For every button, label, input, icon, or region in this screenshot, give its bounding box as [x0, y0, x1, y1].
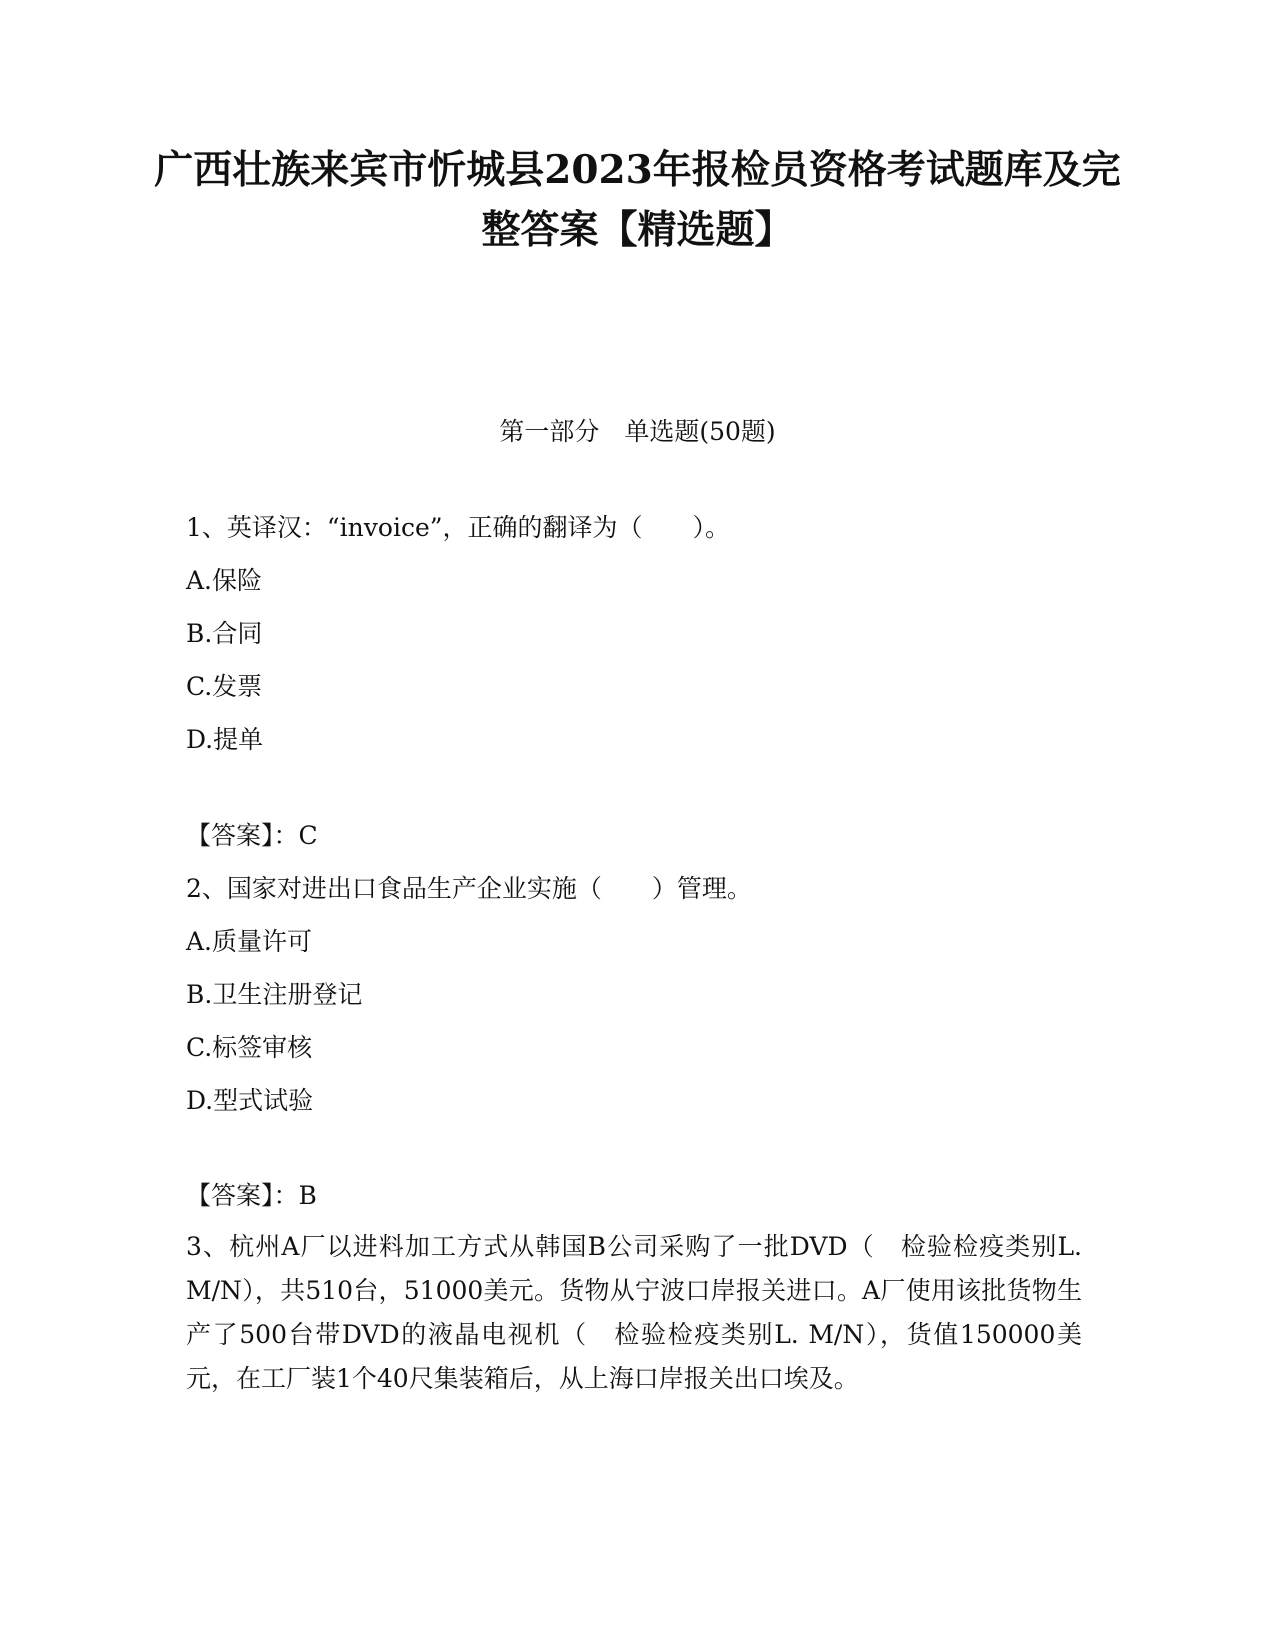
question-1-stem: 1、英译汉：“invoice”，正确的翻译为（ ）。: [186, 513, 731, 542]
question-2-option-c: C.标签审核: [186, 1033, 313, 1062]
question-3-stem: 3、杭州A厂以进料加工方式从韩国B公司采购了一批DVD（ 检验检疫类别L. M/N），共510台，51000美元。货物从宁波口岸报关进口。A厂使用该批货物生产了500台带DVD的液晶电视机（ 检验检疫类别L. M/N），货值150000美元，在工厂装1个40尺集装箱后，从上海口岸报关出口埃及。: [186, 1232, 1082, 1393]
question-1-option-d: D.提单: [186, 725, 264, 754]
question-2-option-a: A.质量许可: [186, 927, 313, 956]
question-1-option-b: B.合同: [186, 619, 263, 648]
question-2-stem: 2、国家对进出口食品生产企业实施（ ）管理。: [186, 874, 752, 903]
question-1-answer: 【答案】：C: [186, 821, 318, 850]
question-1-option-c: C.发票: [186, 672, 263, 701]
question-2-answer: 【答案】：B: [186, 1181, 317, 1210]
question-2-option-d: D.型式试验: [186, 1086, 314, 1115]
question-1-option-a: A.保险: [186, 566, 263, 595]
document-title: 广西壮族来宾市忻城县2023年报检员资格考试题库及完整答案【精选题】: [154, 147, 1121, 253]
section-heading: 第一部分 单选题(50题): [499, 417, 776, 446]
question-2-option-b: B.卫生注册登记: [186, 980, 363, 1009]
